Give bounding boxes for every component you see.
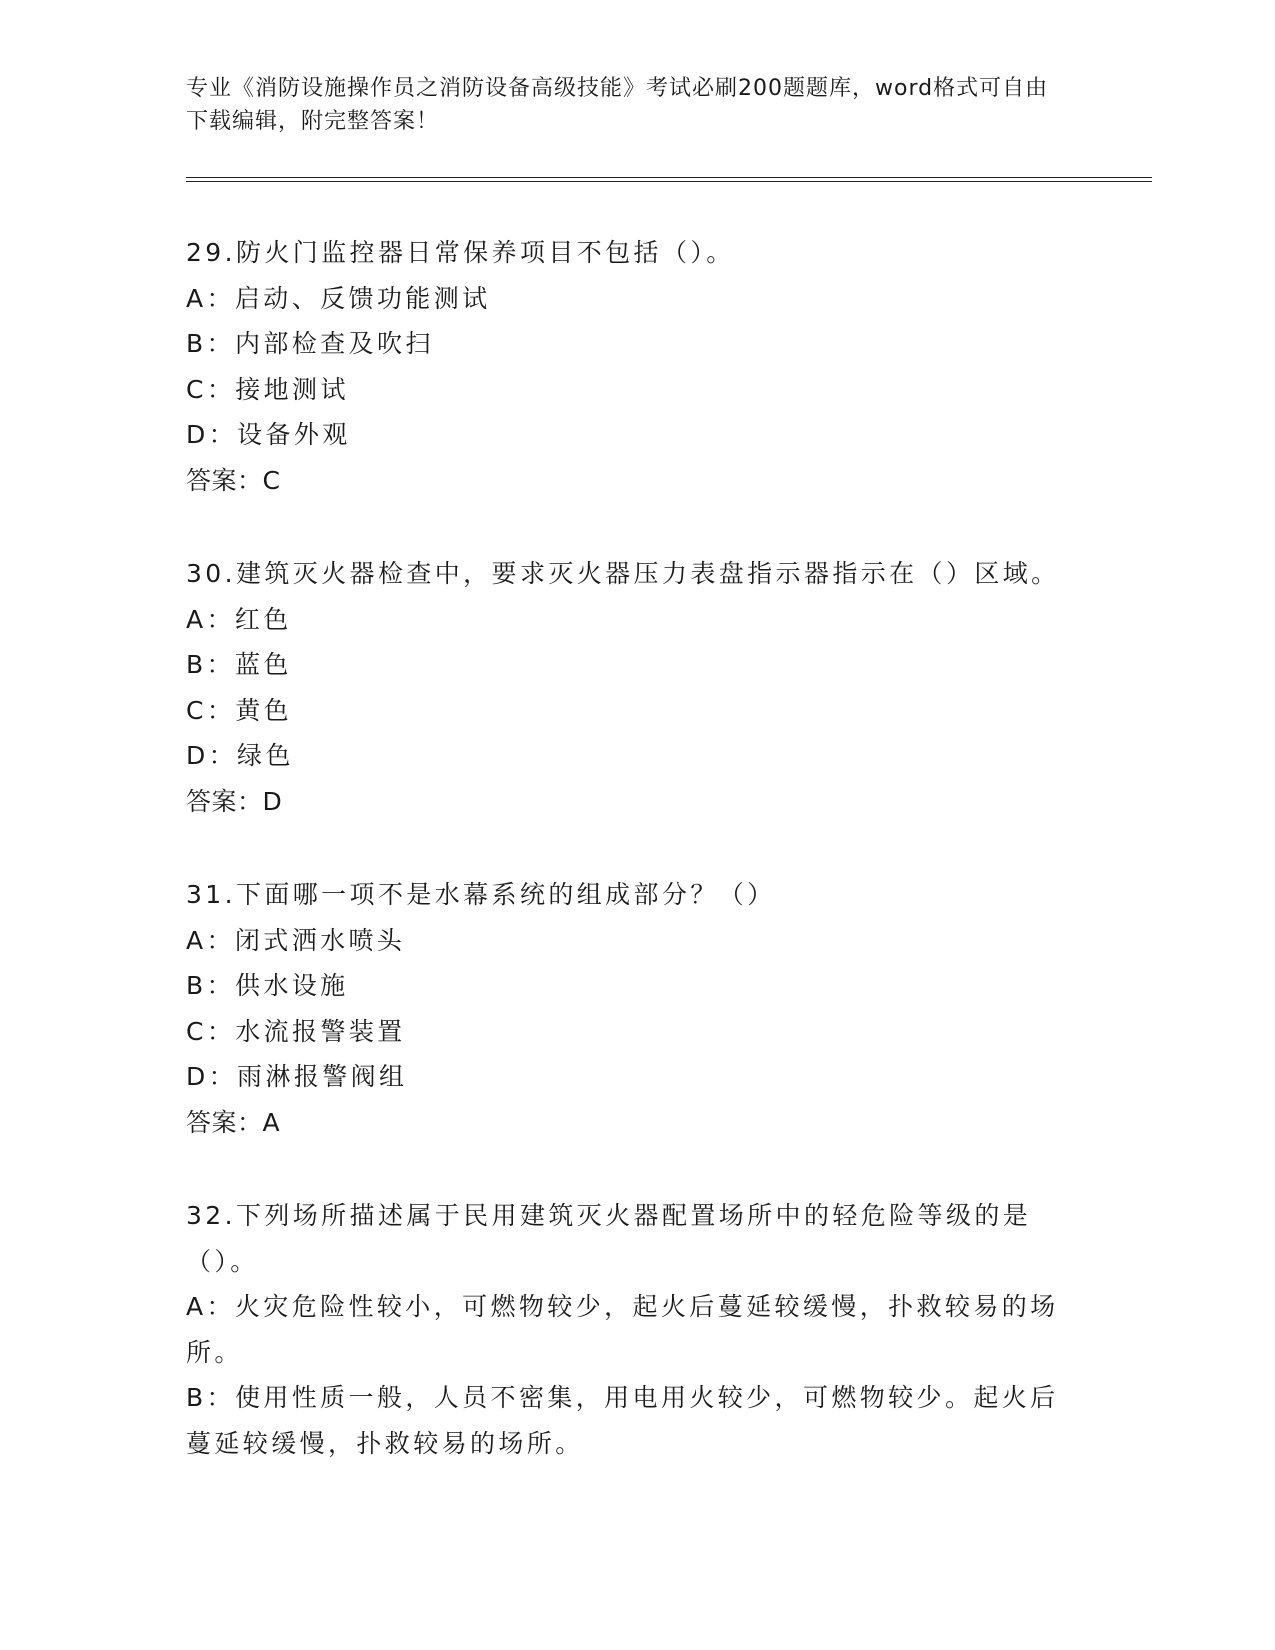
question-31 <box>186 872 1086 1145</box>
option-b: B：使用性质一般，人员不密集，用电用火较少，可燃物较少。起火后蔓延较缓慢，扑救较易的场所。 <box>186 1383 1059 1458</box>
question-29 <box>186 230 1086 503</box>
option-c: C：黄色 <box>186 695 293 725</box>
header-divider <box>186 177 1152 182</box>
answer: 答案：C <box>186 465 281 495</box>
option-a: A：红色 <box>186 604 292 634</box>
option-d: D：雨淋报警阀组 <box>186 1062 408 1091</box>
question-32 <box>186 1193 1086 1466</box>
option-c: C：接地测试 <box>186 374 349 404</box>
question-stem: 32.下列场所描述属于民用建筑灭火器配置场所中的轻危险等级的是（）。 <box>186 1201 1032 1276</box>
option-a: A：启动、反馈功能测试 <box>186 283 491 313</box>
option-a: A：闭式洒水喷头 <box>186 925 406 955</box>
question-stem: 31.下面哪一项不是水幕系统的组成部分？（） <box>186 880 776 909</box>
option-d: D：设备外观 <box>186 420 351 449</box>
question-stem: 30.建筑灭火器检查中，要求灭火器压力表盘指示器指示在（）区域。 <box>186 559 1060 588</box>
answer: 答案：A <box>186 1107 281 1137</box>
option-c: C：水流报警装置 <box>186 1016 406 1046</box>
question-30 <box>186 551 1086 824</box>
option-a: A：火灾危险性较小，可燃物较少，起火后蔓延较缓慢，扑救较易的场所。 <box>186 1292 1059 1367</box>
option-b: B：内部检查及吹扫 <box>186 329 434 358</box>
option-b: B：供水设施 <box>186 971 349 1000</box>
question-list <box>186 230 1086 1514</box>
document-header: 专业《消防设施操作员之消防设备高级技能》考试必刷200题题库，word格式可自由下载编辑，附完整答案！ <box>186 76 1049 134</box>
option-b: B：蓝色 <box>186 650 292 679</box>
answer: 答案：D <box>186 786 283 816</box>
option-d: D：绿色 <box>186 741 294 770</box>
question-stem: 29.防火门监控器日常保养项目不包括（）。 <box>186 238 735 267</box>
